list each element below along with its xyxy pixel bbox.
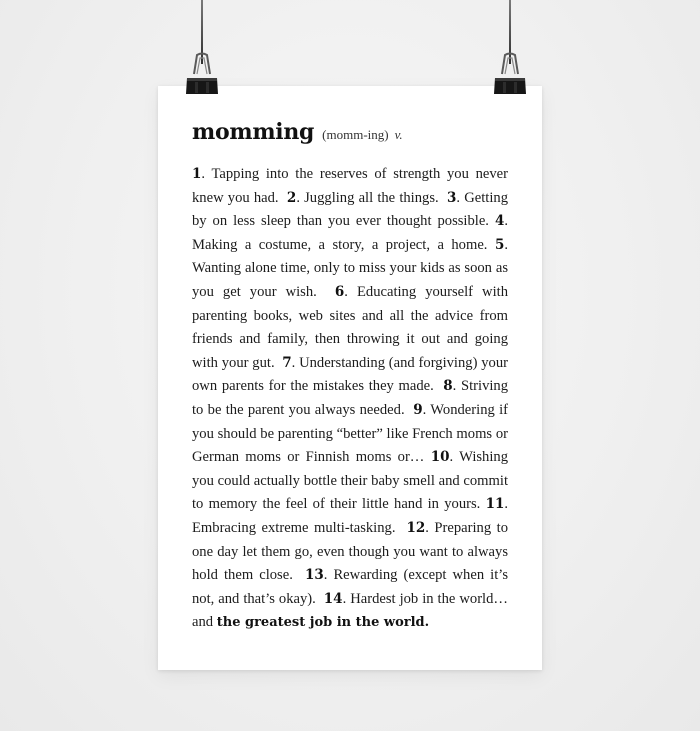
item-text: . Hardest job in the world… and <box>192 590 508 631</box>
item-number: 13 <box>304 567 324 584</box>
item-number: 4 <box>494 213 505 230</box>
item-text: . Striving to be the parent you always needed. <box>192 378 509 418</box>
definition-body <box>192 163 508 635</box>
item-text: . Tapping into the reserves of strength you never knew you had. <box>192 166 508 206</box>
item-text: . Wondering if you should be parenting “better” like French moms or German moms or Finnish moms or… <box>192 401 509 466</box>
binder-clip-left-icon <box>185 52 219 96</box>
item-number: 6 <box>334 283 345 300</box>
item-text: . Rewarding (except when it’s not, and that’s okay). <box>192 567 509 607</box>
closing-phrase: the greatest job in the world. <box>216 615 430 631</box>
part-of-speech: v. <box>394 127 403 142</box>
pronunciation: (momm-ing) <box>322 127 389 142</box>
headword: momming <box>192 119 315 145</box>
item-text: . Understanding (and forgiving) your own parents for the mistakes they made. <box>192 354 508 395</box>
item-number: 2 <box>286 189 297 206</box>
item-number: 1 <box>192 166 202 182</box>
definition-headline <box>192 118 508 149</box>
item-number: 5 <box>494 236 505 253</box>
item-text: . Wishing you could actually bottle their baby smell and commit to memory the feel of their little hand in yours. <box>192 449 509 513</box>
item-number: 14 <box>323 590 343 607</box>
binder-clip-right-icon <box>493 52 527 96</box>
definition-item <box>287 190 439 206</box>
item-number: 7 <box>282 354 292 371</box>
item-number: 9 <box>413 401 423 418</box>
item-text: . Educating yourself with parenting books, web sites and all the advice from friends and family, then throwing it out and going with your gut. <box>192 283 508 371</box>
item-text: . Making a costume, a story, a project, a home. <box>192 213 508 253</box>
item-number: 12 <box>406 519 426 536</box>
item-number: 3 <box>447 189 457 206</box>
item-text: . Juggling all the things. <box>296 189 439 206</box>
item-text: . Preparing to one day let them go, even though you want to always hold them close. <box>192 519 508 584</box>
item-number: 10 <box>430 449 450 466</box>
item-text: . Getting by on less sleep than you ever thought possible. <box>192 189 508 230</box>
item-number: 11 <box>485 496 505 513</box>
poster-content <box>192 118 508 635</box>
item-text: . Embracing extreme multi-tasking. <box>192 496 509 536</box>
item-number: 8 <box>443 378 453 395</box>
item-text: . Wanting alone time, only to miss your kids as soon as you get your wish. <box>192 236 508 300</box>
